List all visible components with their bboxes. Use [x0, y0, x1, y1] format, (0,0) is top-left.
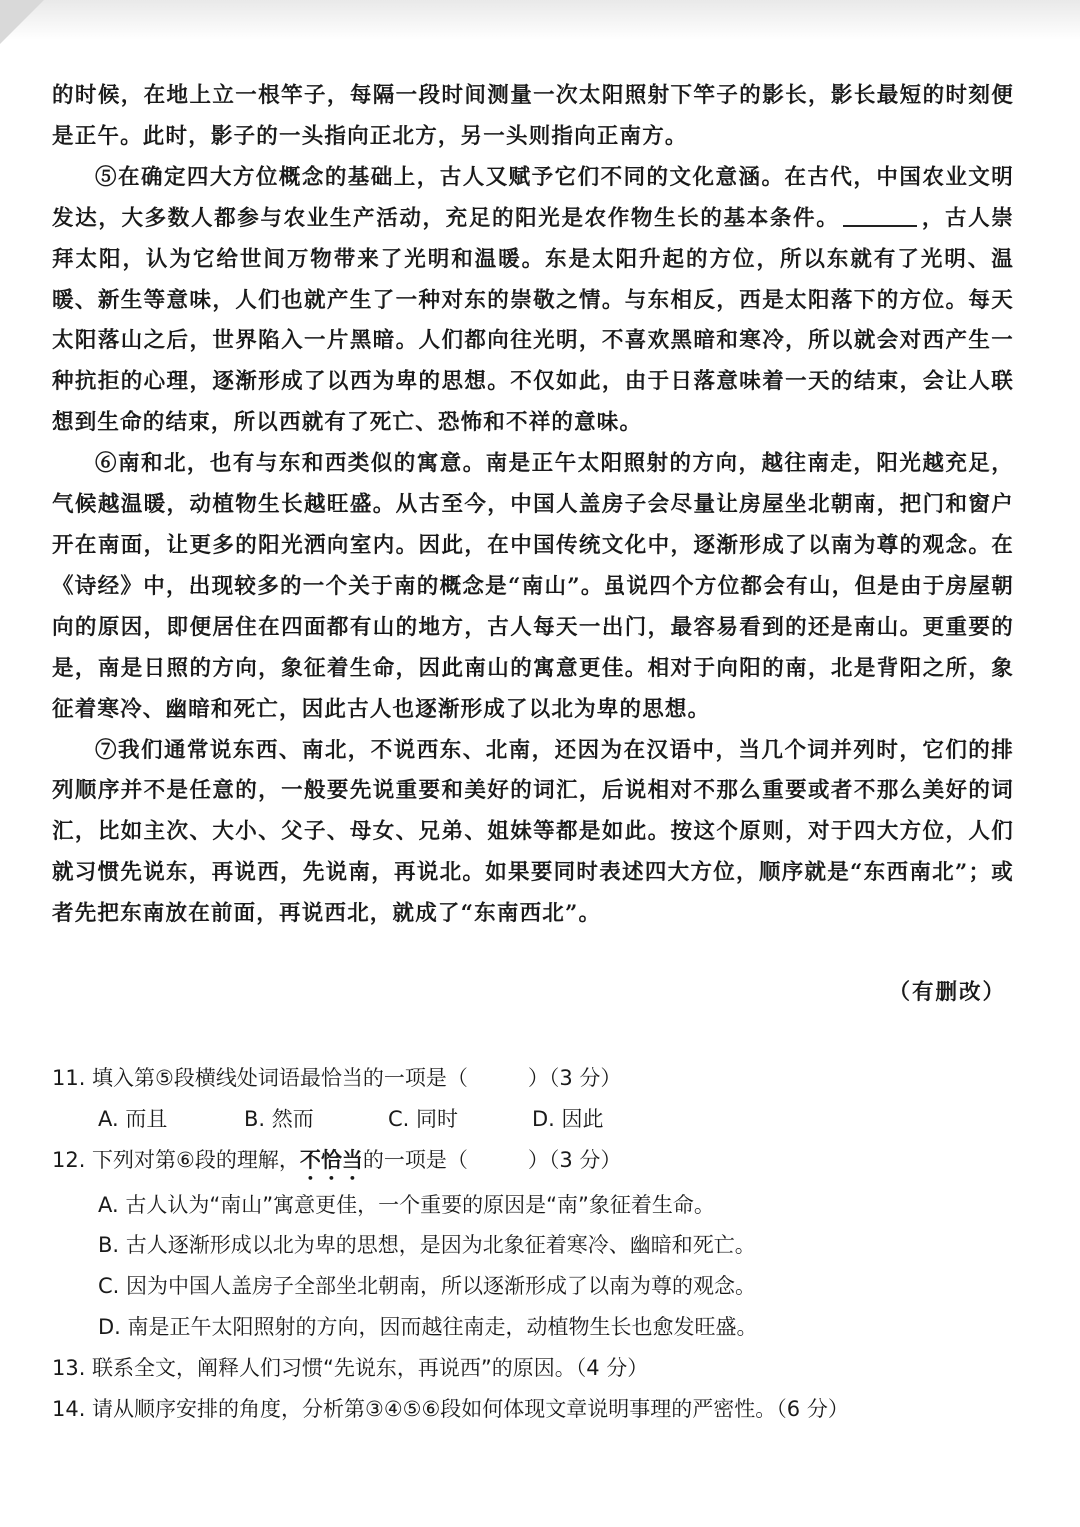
question-stem: 填入第⑤段横线处词语最恰当的一项是（: [92, 1066, 468, 1090]
question-stem-post: 的一项是（: [362, 1147, 468, 1172]
question-text: 请从顺序安排的角度，分析第③④⑤⑥段如何体现文章说明事理的严密性。（6 分）: [92, 1396, 849, 1421]
question-section: [52, 1058, 1042, 1429]
option-c: C. 同时: [388, 1106, 459, 1131]
question-text: 联系全文，阐释人们习惯“先说东，再说西”的原因。（4 分）: [92, 1355, 649, 1380]
option-d: D. 因此: [532, 1106, 604, 1131]
question-stem-pre: 下列对第⑥段的理解，: [92, 1147, 300, 1172]
option-c: C. 因为中国人盖房子全部坐北朝南，所以逐渐形成了以南为尊的观念。: [98, 1274, 757, 1299]
paragraph-5: [52, 158, 1014, 444]
option-b: B. 古人逐渐形成以北为卑的思想，是因为北象征着寒冷、幽暗和死亡。: [98, 1233, 756, 1258]
question-12: [52, 1140, 1042, 1185]
option-d: D. 南是正午太阳照射的方向，因而越往南走，动植物生长也愈发旺盛。: [98, 1314, 758, 1339]
paragraph-6: ⑥南和北，也有与东和西类似的寓意。南是正午太阳照射的方向，越往南走，阳光越充足，气候越温暖，动植物生长越旺盛。从古至今，中国人盖房子会尽量让房屋坐北朝南，把门和窗户开在南面，让更多的阳光洒向室内。因此，在中国传统文化中，逐渐形成了以南为尊的观念。在《诗经》中，出现较多的一个关于南的概念是“南山”。虽说四个方位都会有山，但是由于房屋朝向的原因，即便居住在四面都有山的地方，古人每天一出门，最容易看到的还是南山。更重要的是，南是日照的方向，象征着生命，因此南山的寓意更佳。相对于向阳的南，北是背阳之所，象征着寒冷、幽暗和死亡，因此古人也逐渐形成了以北为卑的思想。: [52, 451, 1014, 722]
option-a: A. 而且: [98, 1106, 168, 1131]
paragraph-5-part-1: ⑤在确定四大方位概念的基础上，古人又赋予它们不同的文化意涵。在古代，中国农业文明发达，大多数人都参与农业生产活动，充足的阳光是农作物生长的基本条件。: [52, 164, 1014, 231]
paragraph-7: ⑦我们通常说东西、南北，不说西东、北南，还因为在汉语中，当几个词并列时，它们的排列顺序并不是任意的，一般要先说重要和美好的词汇，后说相对不那么重要或者不那么美好的词汇，比如主次、大小、父子、母女、兄弟、姐妹等都是如此。按这个原则，对于四大方位，人们就习惯先说东，再说西，先说南，再说北。如果要同时表述四大方位，顺序就是“东西南北”；或者先把东南放在前面，再说西北，就成了“东南西北”。: [52, 737, 1014, 927]
attribution-note: （有删改）: [888, 980, 1006, 1005]
paragraph-5-part-2: ，古人崇拜太阳，认为它给世间万物带来了光明和温暖。东是太阳升起的方位，所以东就有了光明、温暖、新生等意味，人们也就产生了一种对东的崇敬之情。与东相反，西是太阳落下的方位。每天太阳落山之后，世界陷入一片黑暗。人们都向往光明，不喜欢黑暗和寒冷，所以就会对西产生一种抗拒的心理，逐渐形成了以西为卑的思想。不仅如此，由于日落意味着一天的结束，会让人联想到生命的结束，所以西就有了死亡、恐怖和不祥的意味。: [52, 205, 1014, 436]
option-b: B. 然而: [244, 1106, 314, 1131]
question-14: [52, 1389, 1042, 1430]
folded-corner: [0, 0, 44, 44]
question-number: 14.: [52, 1396, 86, 1421]
question-score: ）（3 分）: [527, 1147, 622, 1172]
question-11: [52, 1058, 1042, 1099]
question-number: 11.: [52, 1066, 86, 1090]
fill-in-blank: [843, 203, 917, 227]
question-number: 13.: [52, 1355, 86, 1380]
paragraph-continued: 的时候，在地上立一根竿子，每隔一段时间测量一次太阳照射下竿子的影长，影长最短的时刻便是正午。此时，影子的一头指向正北方，另一头则指向正南方。: [52, 83, 1014, 149]
emphasized-words: 不恰当: [299, 1147, 363, 1172]
option-a: A. 古人认为“南山”寓意更佳，一个重要的原因是“南”象征着生命。: [98, 1192, 715, 1217]
question-number: 12.: [52, 1147, 86, 1172]
question-13: [52, 1348, 1042, 1389]
reading-passage: [52, 76, 1014, 935]
page-top-shadow: [0, 0, 1080, 40]
question-score: ）（3 分）: [527, 1066, 622, 1090]
question-11-options: [52, 1099, 1042, 1140]
